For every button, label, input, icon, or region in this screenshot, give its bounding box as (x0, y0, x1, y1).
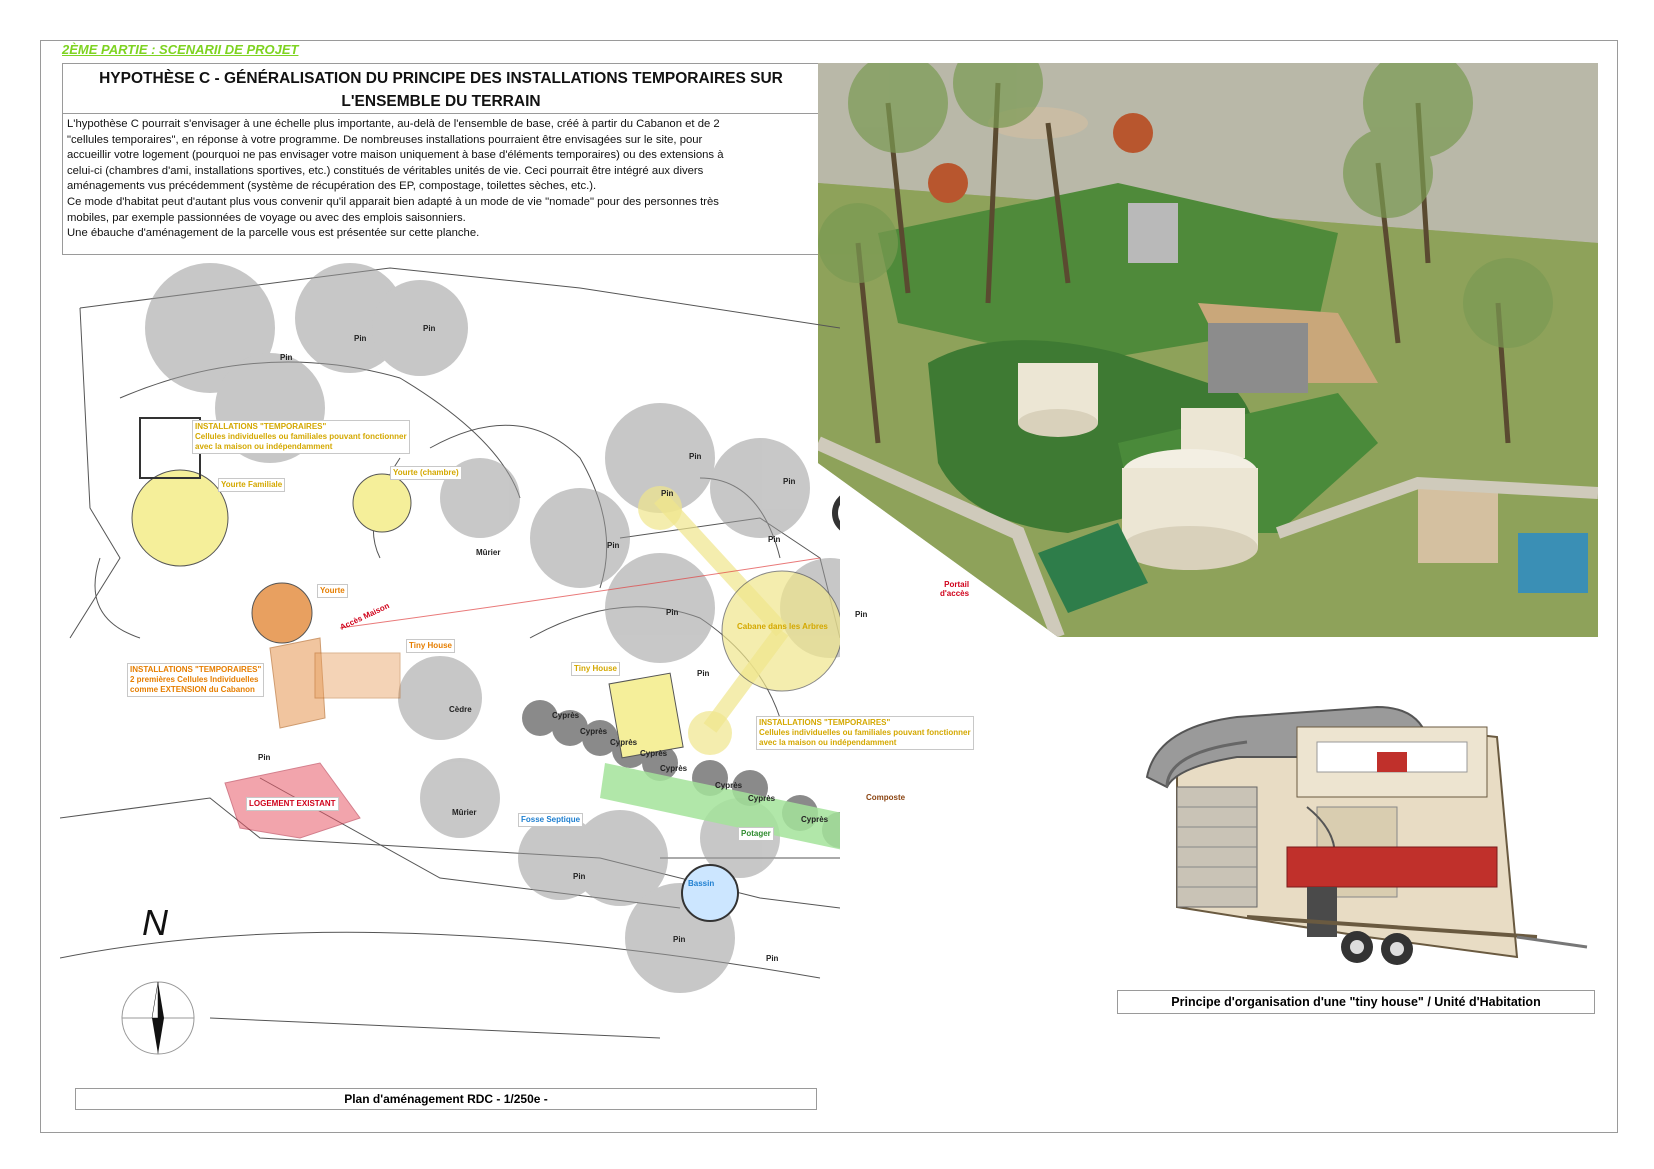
installations-label (127, 663, 264, 697)
label-line: 2 premières Cellules Individuelles (130, 675, 259, 684)
yourte-chambre-label: Yourte (chambre) (390, 466, 462, 480)
label-line: INSTALLATIONS "TEMPORAIRES" (130, 665, 262, 674)
description-line: L'hypothèse C pourrait s'envisager à une échelle plus importante, au-delà de l'ensemble de base, créé à partir du Cabanon et de 2 (67, 118, 720, 130)
yourte-label: Yourte (317, 584, 348, 598)
cypres-label: Cyprès (660, 764, 688, 773)
north-arrow-icon (118, 978, 198, 1058)
portail-label (940, 580, 969, 598)
page-title (62, 63, 820, 113)
label-line: Cellules individuelles ou familiales pouvant fonctionner (759, 728, 971, 737)
pin-label: Pin (697, 669, 710, 678)
pin-label: Pin (573, 872, 586, 881)
tiny-house-cutaway-image (1117, 697, 1595, 987)
cypres-label: Cyprès (640, 749, 668, 758)
description-line: accueillir votre logement (pourquoi ne pas envisager votre maison uniquement à base d'éléments temporaires) ou des extensions à (67, 149, 724, 162)
aerial-3d-render (818, 63, 1598, 637)
yourte-familiale-label: Yourte Familiale (218, 478, 285, 492)
description-line: celui-ci (chambres d'ami, installations sportives, etc.) constitués de véritables unités de vie. Ceci pourrait être intégré aux divers (67, 164, 704, 177)
cypres-label: Cyprès (715, 781, 743, 790)
pin-label: Pin (855, 610, 868, 619)
murier-label: Mûrier (476, 548, 501, 557)
pin-label: Pin (673, 935, 686, 944)
description-line: "cellules temporaires", en réponse à votre programme. De nombreuses installations pourraient être envisagées sur le site, pour (67, 133, 703, 146)
label-line: avec la maison ou indépendamment (759, 738, 897, 747)
label-line: INSTALLATIONS "TEMPORAIRES" (759, 718, 891, 727)
pin-label: Pin (766, 954, 779, 963)
label-line: avec la maison ou indépendamment (195, 442, 333, 451)
cypres-label: Cyprès (580, 727, 608, 736)
label-line: Cellules individuelles ou familiales pouvant fonctionner (195, 432, 407, 441)
murier-label: Mûrier (452, 808, 477, 817)
description-line: aménagements vus précédemment (système de récupération des EP, compostage, toilettes sèches, etc.). (67, 180, 597, 193)
pin-label: Pin (258, 753, 271, 762)
pin-label: Pin (666, 608, 679, 617)
pin-label: Pin (607, 541, 620, 550)
tiny-house-caption: Principe d'organisation d'une "tiny house" / Unité d'Habitation (1117, 990, 1595, 1014)
cedre-label: Cèdre (449, 705, 472, 714)
pin-label: Pin (689, 452, 702, 461)
description-line: Ce mode d'habitat peut d'autant plus vous convenir qu'il apparait bien adapté à un mode de vie "nomade" pour des personnes très (67, 195, 719, 208)
fosse-septique-label: Fosse Septique (518, 813, 583, 827)
label-line: d'accès (940, 589, 970, 598)
logement-existant-label: LOGEMENT EXISTANT (246, 797, 339, 811)
cypres-label: Cyprès (552, 711, 580, 720)
cypres-label: Cyprès (610, 738, 638, 747)
pin-label: Pin (280, 353, 293, 362)
bassin-label: Bassin (688, 879, 715, 888)
composte-label: Composte (866, 793, 906, 802)
tiny-house-label: Tiny House (406, 639, 455, 653)
north-letter: N (142, 902, 168, 943)
description-line: Une ébauche d'aménagement de la parcelle vous est présentée sur cette planche. (67, 227, 480, 240)
pin-label: Pin (661, 489, 674, 498)
plan-caption: Plan d'aménagement RDC - 1/250e - (75, 1088, 817, 1110)
description-line: mobiles, par exemple passionnées de voyage ou avec des emplois saisonniers. (67, 211, 466, 224)
section-label: 2ÈME PARTIE : SCENARII DE PROJET (62, 42, 299, 57)
title-line-2: L'ENSEMBLE DU TERRAIN (341, 93, 541, 110)
cabane-label: Cabane dans les Arbres (737, 622, 828, 631)
pin-label: Pin (423, 324, 436, 333)
pin-label: Pin (783, 477, 796, 486)
title-line-1: HYPOTHÈSE C - GÉNÉRALISATION DU PRINCIPE DES INSTALLATIONS TEMPORAIRES SUR (99, 70, 783, 87)
label-line: comme EXTENSION du Cabanon (130, 685, 255, 694)
acces-maison-label: Accès Maison (338, 601, 391, 632)
label-line: Portail (944, 580, 970, 589)
pin-label: Pin (354, 334, 367, 343)
description-box (62, 113, 820, 255)
installations-label (756, 716, 974, 750)
potager-label: Potager (738, 827, 774, 841)
tiny-house-label: Tiny House (571, 662, 620, 676)
installations-label (192, 420, 410, 454)
label-line: INSTALLATIONS "TEMPORAIRES" (195, 422, 327, 431)
pin-label: Pin (768, 535, 781, 544)
cypres-label: Cyprès (748, 794, 776, 803)
cypres-label: Cyprès (801, 815, 829, 824)
